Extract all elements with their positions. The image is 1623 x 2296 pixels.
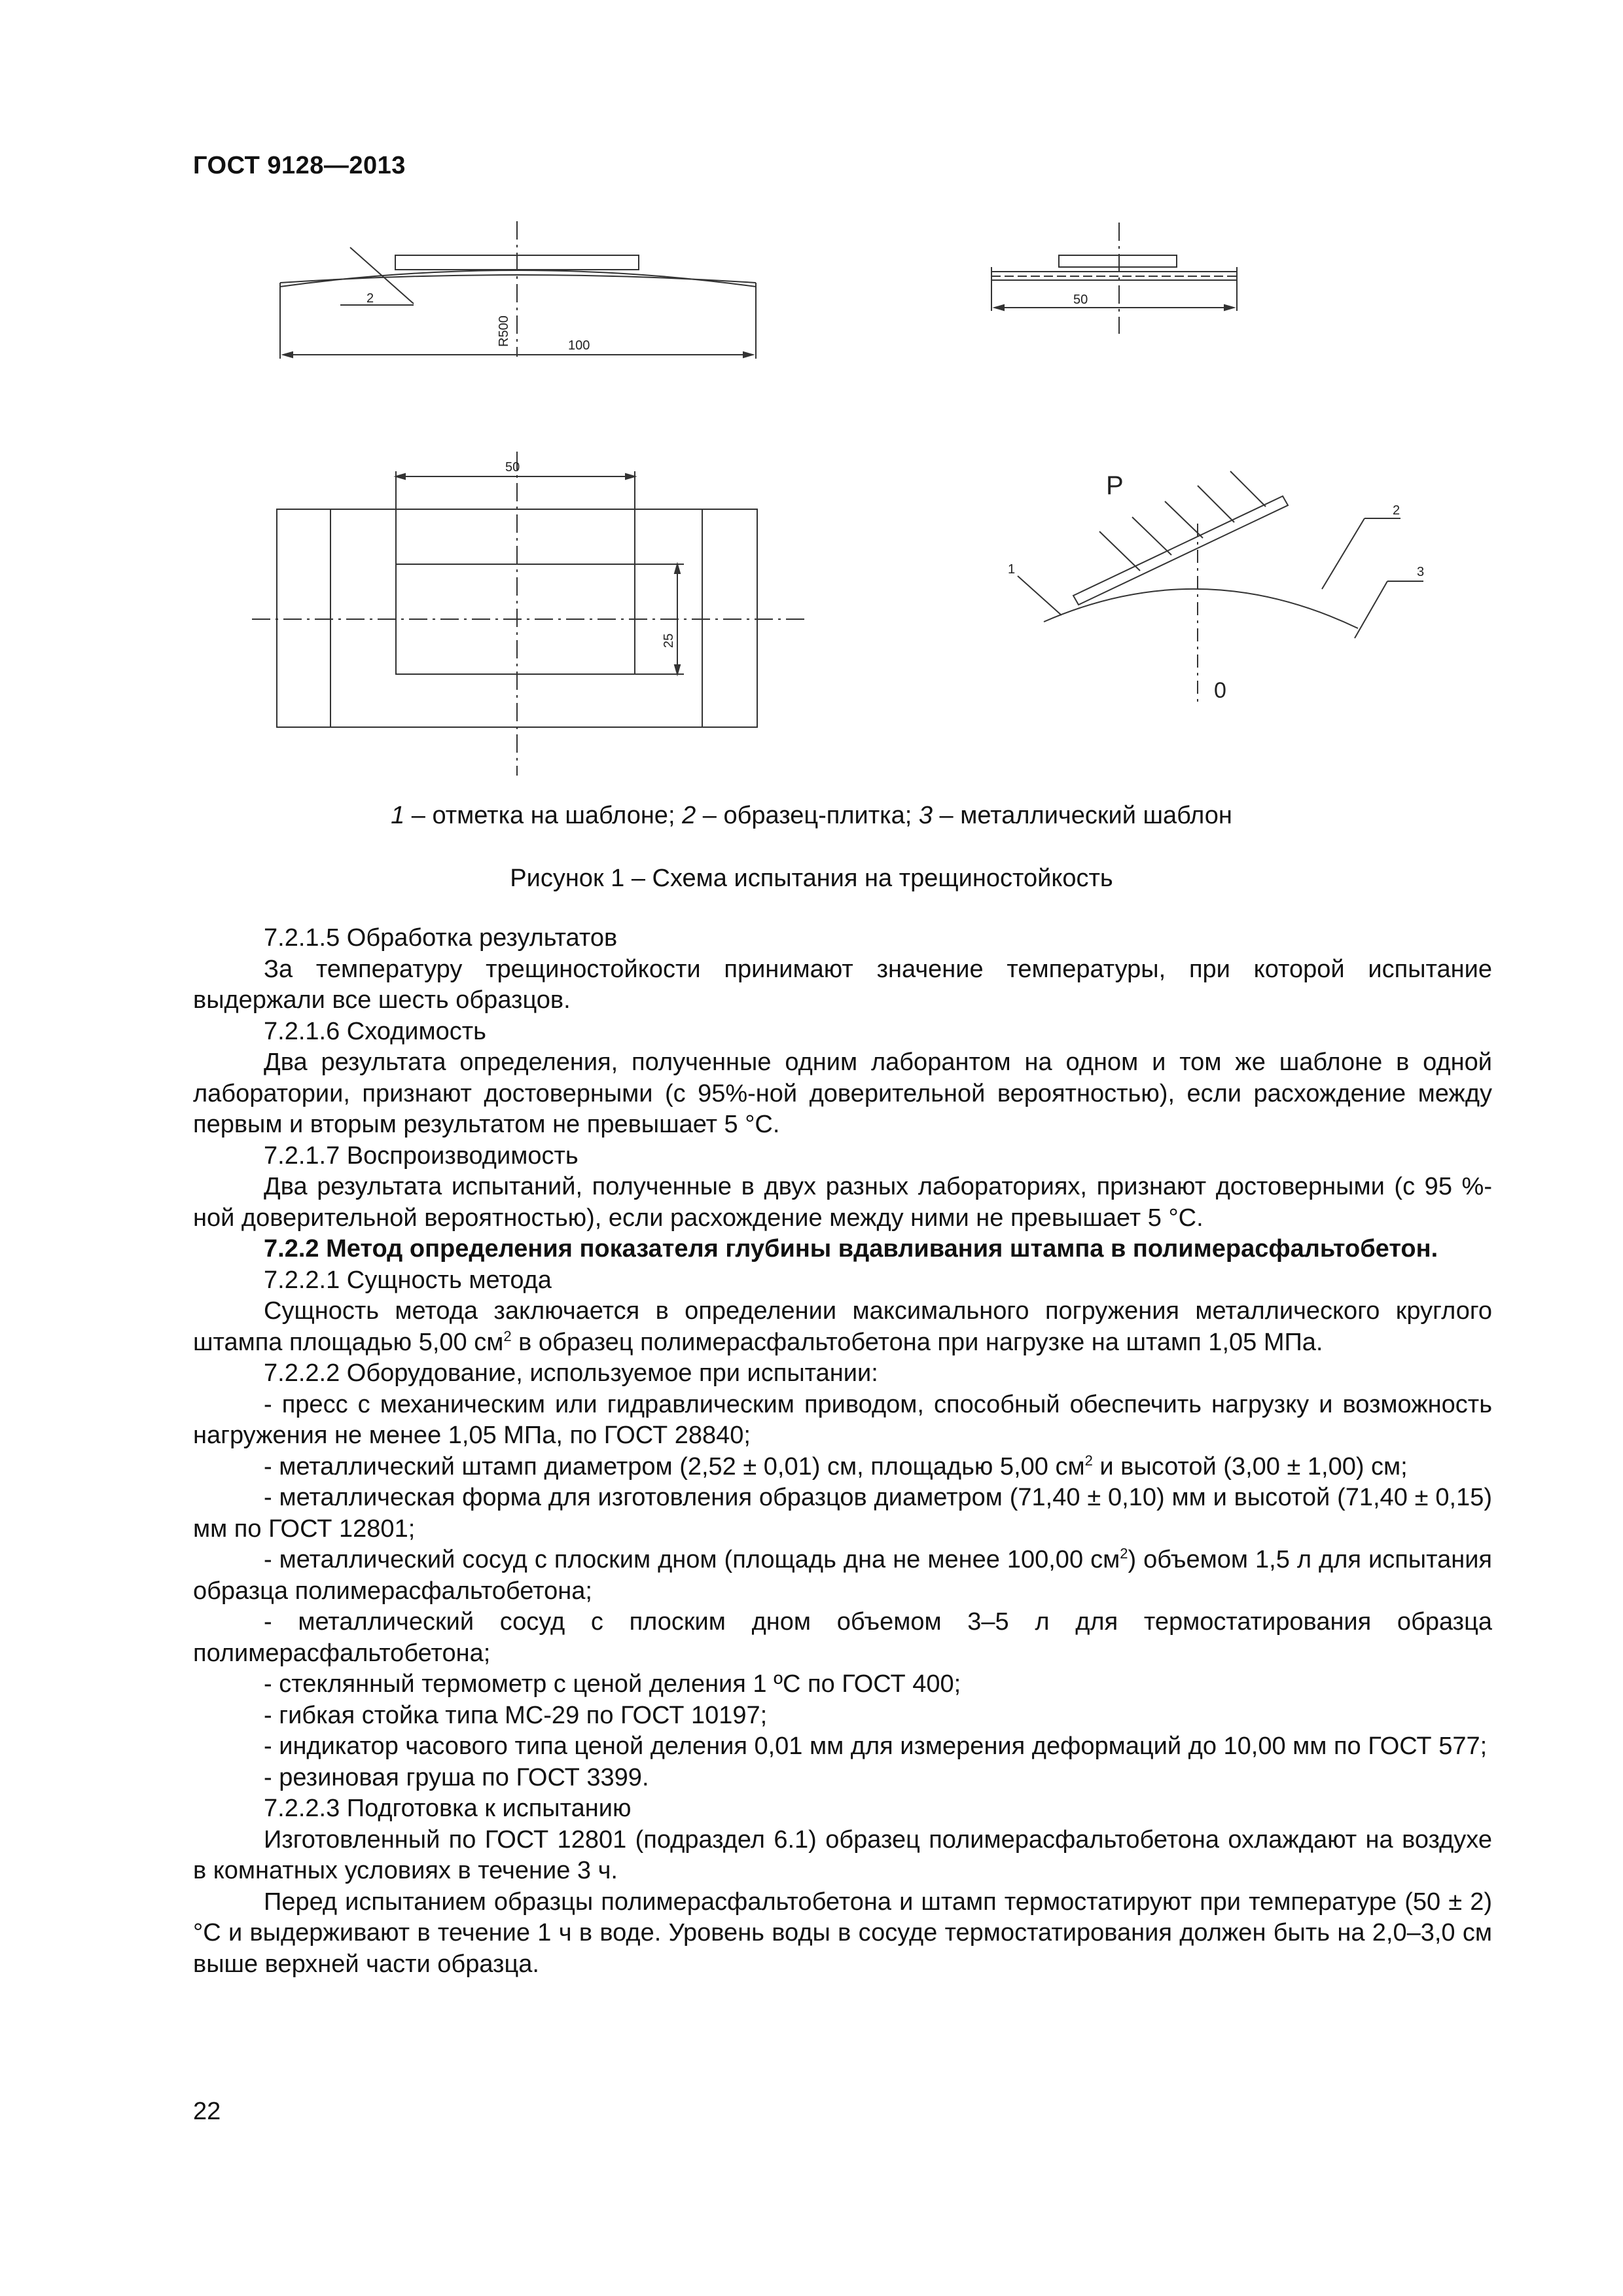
legend-text-2: – образец-плитка; xyxy=(696,802,919,829)
paragraph xyxy=(193,1296,1492,1358)
template-side-view xyxy=(280,221,756,359)
text-fragment: - металлический сосуд с плоским дном (площадь дна не менее 100,00 см xyxy=(264,1546,1120,1573)
paragraph: Изготовленный по ГОСТ 12801 (подраздел 6.1) образец полимерасфальтобетона охлаждают на воздухе в комнатных условиях в течение 3 ч. xyxy=(193,1825,1492,1884)
width-label-100: 100 xyxy=(568,338,590,353)
list-item xyxy=(193,1545,1492,1607)
superscript: 2 xyxy=(503,1327,512,1344)
load-label-p: P xyxy=(1106,471,1124,500)
legend-num-1: 1 xyxy=(391,802,405,829)
legend-text-3: – металлический шаблон xyxy=(932,802,1232,829)
loading-scheme xyxy=(1008,471,1424,704)
text-fragment: ) объемом 1,5 л для испытания образца полимерасфальтобетона; xyxy=(193,1546,1492,1605)
section-heading-7-2-1-6: 7.2.1.6 Сходимость xyxy=(264,1017,486,1045)
figure-1-drawing xyxy=(0,0,1623,805)
label-3: 3 xyxy=(1417,565,1425,579)
label-1: 1 xyxy=(1008,562,1016,577)
template-end-view xyxy=(991,223,1237,334)
document-header: ГОСТ 9128—2013 xyxy=(193,152,406,179)
list-item: - резиновая груша по ГОСТ 3399. xyxy=(264,1763,649,1791)
paragraph: Перед испытанием образцы полимерасфальтобетона и штамп термостатируют при температуре (50 ± 2) °С и выдерживают в течение 1 ч в воде. Уровень воды в сосуде термостатирования должен быть на 2,0–3,0 см выше верхней части образца. xyxy=(193,1888,1492,1978)
list-item: - металлическая форма для изготовления образцов диаметром (71,40 ± 0,10) мм и высотой (71,40 ± 0,15) мм по ГОСТ 12801; xyxy=(193,1484,1492,1543)
paragraph: Два результата определения, полученные одним лаборантом на одном и том же шаблоне в одной лаборатории, признают достоверными (с 95%-ной доверительной вероятностью), если расхождение между первым и вторым результатом не превышает 5 °С. xyxy=(193,1049,1492,1138)
list-item: - стеклянный термометр с ценой деления 1 ºС по ГОСТ 400; xyxy=(264,1670,961,1698)
section-heading-7-2-1-5: 7.2.1.5 Обработка результатов xyxy=(264,924,618,952)
width-label-50-plan: 50 xyxy=(505,460,520,475)
figure-caption: Рисунок 1 – Схема испытания на трещиностойкость xyxy=(510,865,1113,892)
document-body xyxy=(193,923,1492,1980)
callout-label-2: 2 xyxy=(366,291,374,306)
superscript: 2 xyxy=(1084,1452,1093,1469)
section-heading-7-2-2-3: 7.2.2.3 Подготовка к испытанию xyxy=(264,1795,632,1822)
text-fragment: и высотой (3,00 ± 1,00) см; xyxy=(1092,1452,1408,1480)
text-fragment: в образец полимерасфальтобетона при нагрузке на штамп 1,05 МПа. xyxy=(511,1328,1323,1356)
section-heading-7-2-1-7: 7.2.1.7 Воспроизводимость xyxy=(264,1141,579,1170)
paragraph: Два результата испытаний, полученные в двух разных лабораториях, признают достоверными (с 95 %-ной доверительной вероятностью), если расхождение между ними не превышает 5 °С. xyxy=(193,1173,1492,1232)
list-item: - индикатор часового типа ценой деления 0,01 мм для измерения деформаций до 10,00 мм по ГОСТ 577; xyxy=(264,1732,1488,1760)
page-number: 22 xyxy=(193,2098,221,2125)
label-2: 2 xyxy=(1393,503,1400,518)
legend-text-1: – отметка на шаблоне; xyxy=(404,802,683,829)
height-label-25: 25 xyxy=(662,633,676,648)
section-heading-7-2-2-2: 7.2.2.2 Оборудование, используемое при испытании: xyxy=(264,1359,878,1387)
section-heading-7-2-2-1: 7.2.2.1 Сущность метода xyxy=(264,1266,552,1294)
radius-label: R500 xyxy=(497,315,511,347)
text-fragment: - металлический штамп диаметром (2,52 ± 0,01) см, площадью 5,00 см xyxy=(264,1452,1085,1480)
list-item xyxy=(193,1452,1492,1483)
figure-legend xyxy=(0,800,1623,831)
list-item: - пресс с механическим или гидравлическим приводом, способный обеспечить нагрузку и возможность нагружения не менее 1,05 МПа, по ГОСТ 28840; xyxy=(193,1390,1492,1449)
legend-num-3: 3 xyxy=(918,802,933,829)
origin-label-0: 0 xyxy=(1214,678,1226,703)
plan-view xyxy=(252,452,805,776)
width-label-50-top: 50 xyxy=(1073,293,1088,307)
paragraph: За температуру трещиностойкости принимают значение температуры, при которой испытание выдержали все шесть образцов. xyxy=(193,955,1492,1014)
text-fragment: Сущность метода заключается в определении максимального погружения металлического круглого штампа площадью 5,00 см xyxy=(193,1297,1492,1356)
list-item: - металлический сосуд с плоским дном объемом 3–5 л для термостатирования образца полимерасфальтобетона; xyxy=(193,1608,1492,1667)
legend-num-2: 2 xyxy=(682,802,696,829)
superscript: 2 xyxy=(1120,1545,1128,1562)
section-heading-7-2-2: 7.2.2 Метод определения показателя глубины вдавливания штампа в полимерасфальтобетон. xyxy=(264,1235,1438,1263)
list-item: - гибкая стойка типа МС-29 по ГОСТ 10197; xyxy=(264,1701,768,1729)
